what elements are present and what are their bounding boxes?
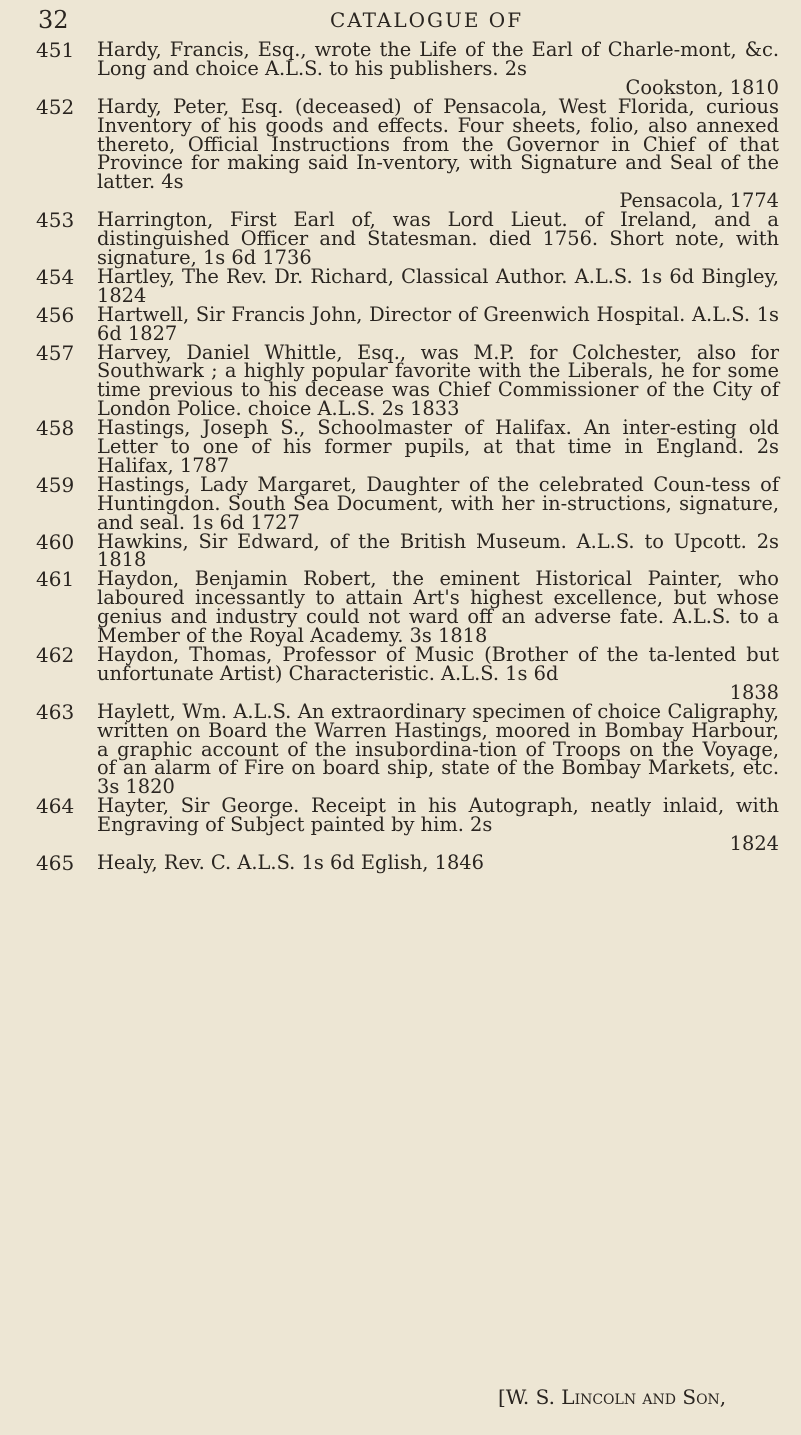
page-header <box>38 6 778 36</box>
lot-number: 451 <box>36 38 75 62</box>
lot-number: 464 <box>36 794 75 819</box>
catalogue-entry <box>0 699 801 799</box>
catalogue-entry <box>0 472 801 534</box>
entry-text: Hastings, Lady Margaret, Daughter of the celebrated Coun-tess of Huntingdon. South Sea Document, with her in-structions, signature, and seal. 1s 6d 1727 <box>97 472 779 534</box>
catchword-footer <box>498 1385 726 1409</box>
catalogue-entry <box>0 416 801 477</box>
footer-text: [W. S. Lincoln and Son, <box>498 1385 727 1409</box>
lot-number: 454 <box>36 264 75 289</box>
entry-text: Harvey, Daniel Whittle, Esq., was M.P. for Colchester, also for Southwark ; a highly popular favorite with the Liberals, he for some time previous to his decease was Chief Commissioner of the City of London Police. choice A.L.S. 2s 1833 <box>97 340 779 421</box>
catalogue-entry <box>0 264 801 307</box>
catalogue-entry <box>0 567 801 648</box>
lot-number: 465 <box>36 850 75 875</box>
lot-number: 458 <box>36 416 75 441</box>
lot-number: 463 <box>36 699 75 724</box>
entry-text: Hardy, Peter, Esq. (deceased) of Pensacola, West Florida, curious Inventory of his goods and effects. Four sheets, folio, also annexed thereto, Official Instructions from the Governor in Chief of that Province for making said In-ventory, with Signature and Seal of the latter. 4s <box>97 94 779 194</box>
entry-text: Hartwell, Sir Francis John, Director of Greenwich Hospital. A.L.S. 1s 6d 1827 <box>97 302 779 345</box>
catalogue-entry <box>0 302 801 345</box>
entry-text: Hawkins, Sir Edward, of the British Museum. A.L.S. to Upcott. 2s 1818 <box>97 529 779 572</box>
entry-text: Haydon, Thomas, Professor of Music (Brother of the ta-lented but unfortunate Artist) Characteristic. A.L.S. 1s 6d <box>97 643 779 685</box>
entry-place-date: 1824 <box>729 832 779 856</box>
entry-text: Hayter, Sir George. Receipt in his Autograph, neatly inlaid, with Engraving of Subject painted by him. 2s <box>97 794 779 837</box>
entry-place-date: 1838 <box>729 680 779 704</box>
catalogue-entry <box>0 850 801 875</box>
catalogue-entries <box>0 38 801 875</box>
entry-text: Hardy, Francis, Esq., wrote the Life of the Earl of Charle-mont, &c. Long and choice A.L.S. to his publishers. 2s <box>97 38 779 80</box>
catalogue-entry <box>0 38 801 99</box>
page-number: 32 <box>38 6 69 34</box>
lot-number: 460 <box>36 529 75 554</box>
entry-text: Hartley, The Rev. Dr. Richard, Classical Author. A.L.S. 1s 6d Bingley, 1824 <box>97 264 779 307</box>
entry-text: Haylett, Wm. A.L.S. An extraordinary specimen of choice Caligraphy, written on Board the Warren Hastings, moored in Bombay Harbour, a graphic account of the insubordina-tion of Troops on the Voyage, of an alarm of Fire on board ship, state of the Bombay Markets, etc. 3s 1820 <box>97 699 779 799</box>
lot-number: 452 <box>36 94 75 119</box>
catalogue-entry <box>0 340 801 421</box>
lot-number: 456 <box>36 302 75 327</box>
entry-place-date: Cookston, 1810 <box>625 75 779 99</box>
catalogue-entry <box>0 529 801 572</box>
catalogue-entry <box>0 794 801 856</box>
catalogue-entry <box>0 208 801 269</box>
lot-number: 453 <box>36 208 75 233</box>
entry-text: Hastings, Joseph S., Schoolmaster of Halifax. An inter-esting old Letter to one of his former pupils, at that time in England. 2s Halifax, 1787 <box>97 416 779 477</box>
lot-number: 461 <box>36 567 75 592</box>
entry-text: Haydon, Benjamin Robert, the eminent Historical Painter, who laboured incessantly to attain Art's highest excellence, but whose genius and industry could not ward off an adverse fate. A.L.S. to a Member of the Royal Academy. 3s 1818 <box>97 567 779 648</box>
lot-number: 462 <box>36 643 75 667</box>
lot-number: 459 <box>36 472 75 497</box>
catalogue-entry <box>0 94 801 213</box>
entry-text: Harrington, First Earl of, was Lord Lieut. of Ireland, and a distinguished Officer and Statesman. died 1756. Short note, with signature, 1s 6d 1736 <box>97 208 779 269</box>
entry-text: Healy, Rev. C. A.L.S. 1s 6d Eglish, 1846 <box>97 850 484 874</box>
running-title: CATALOGUE OF <box>330 8 524 32</box>
lot-number: 457 <box>36 340 75 365</box>
catalogue-entry <box>0 643 801 704</box>
entry-place-date: Pensacola, 1774 <box>619 189 779 213</box>
